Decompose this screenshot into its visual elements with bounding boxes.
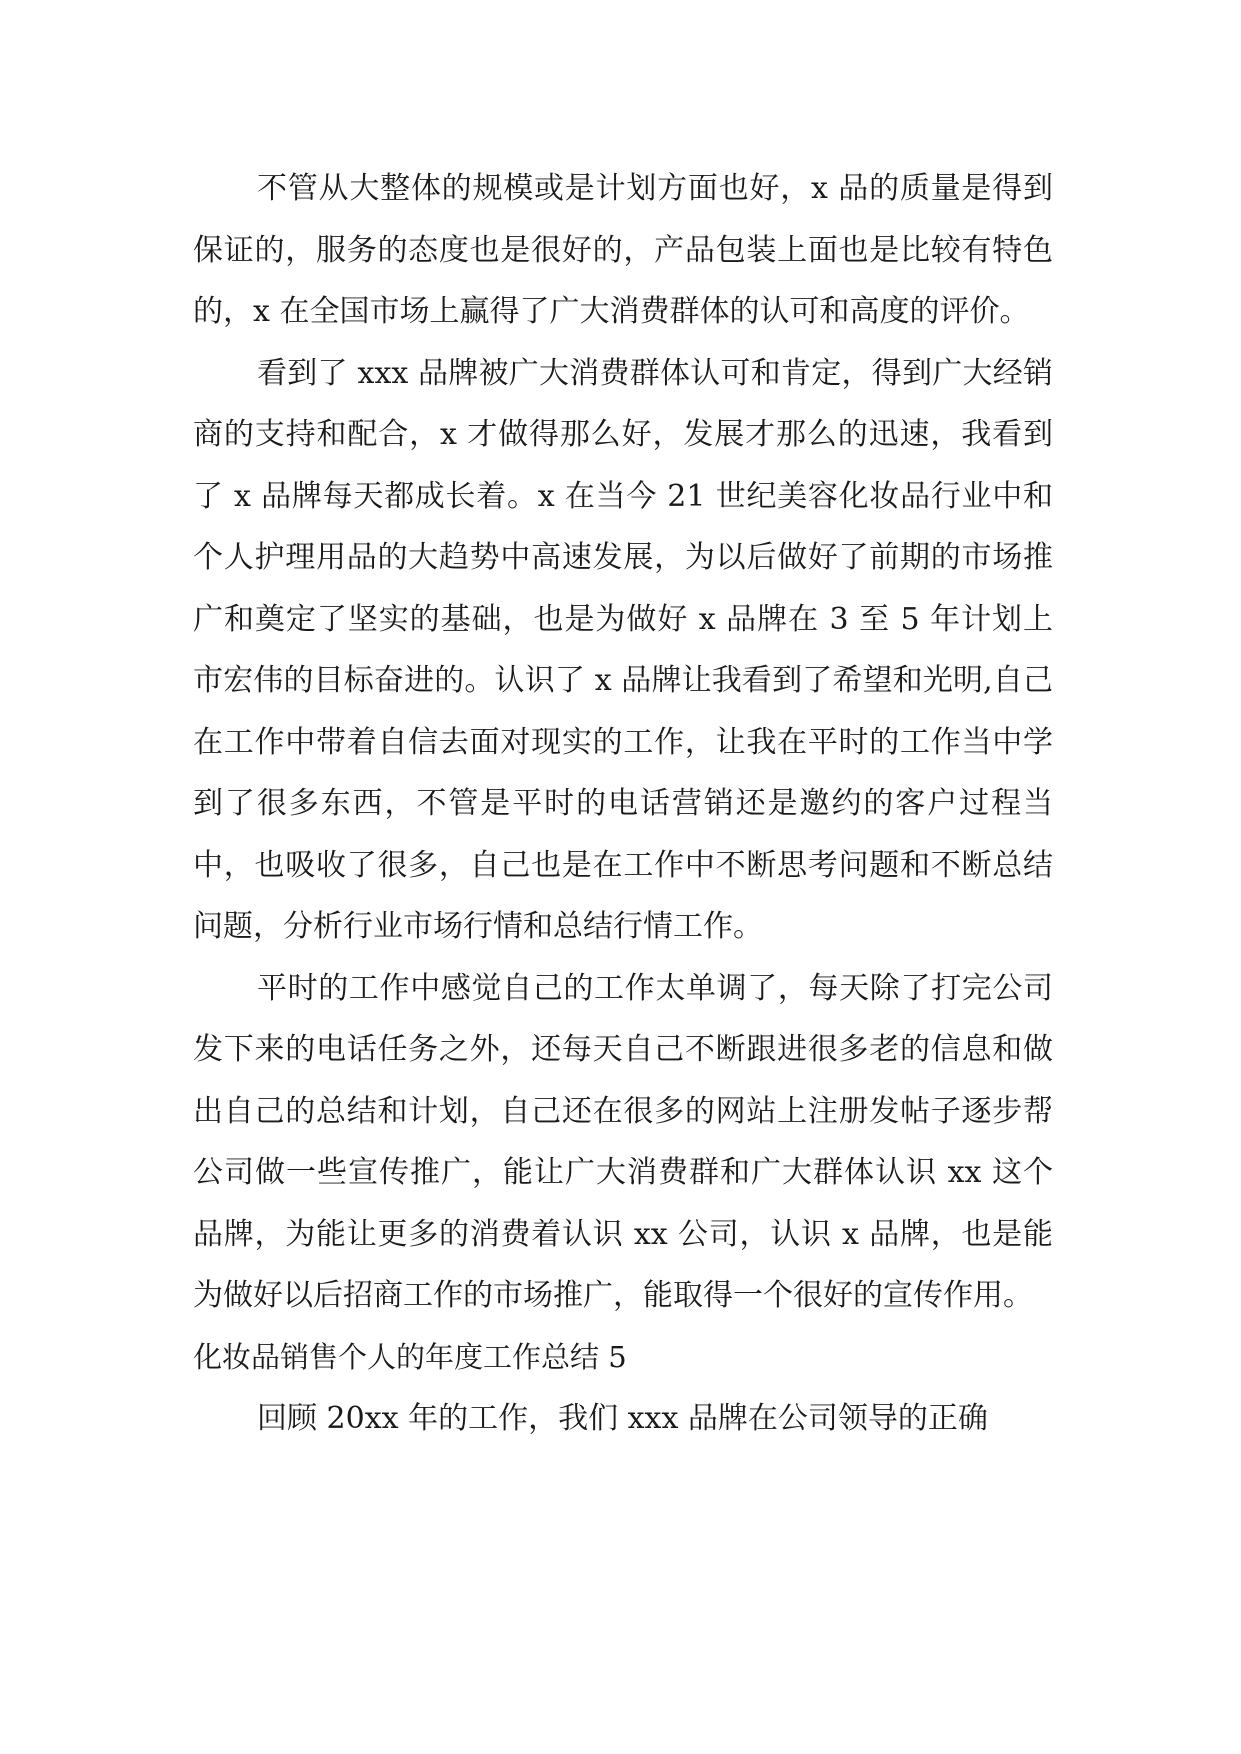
section-title: 化妆品销售个人的年度工作总结 5 [193, 1339, 627, 1374]
paragraph-1: 不管从大整体的规模或是计划方面也好，x 品的质量是得到保证的，服务的态度也是很好的，产品包装上面也是比较有特色的，x 在全国市场上赢得了广大消费群体的认可和高度的评价。 [193, 171, 1053, 329]
paragraph-2: 看到了 xxx 品牌被广大消费群体认可和肯定，得到广大经销商的支持和配合，x 才做得那么好，发展才那么的迅速，我看到了 x 品牌每天都成长着。x 在当今 21 世纪美容化妆品行业中和个人护理用品的大趋势中高速发展，为以后做好了前期的市场推广和奠定了坚实的基础，也是为做好 x 品牌在 3 至 5 年计划上市宏伟的目标奋进的。认识了 x 品牌让我看到了希望和光明,自己在工作中带着自信去面对现实的工作，让我在平时的工作当中学到了很多东西，不管是平时的电话营销还是邀约的客户过程当中，也吸收了很多，自己也是在工作中不断思考问题和不断总结问题，分析行业市场行情和总结行情工作。 [193, 355, 1053, 944]
document-body [193, 158, 1053, 1450]
paragraph-3: 平时的工作中感觉自己的工作太单调了，每天除了打完公司发下来的电话任务之外，还每天自己不断跟进很多老的信息和做出自己的总结和计划，自己还在很多的网站上注册发帖子逐步帮公司做一些宣传推广，能让广大消费群和广大群体认识 xx 这个品牌，为能让更多的消费着认识 xx 公司，认识 x 品牌，也是能为做好以后招商工作的市场推广，能取得一个很好的宣传作用。 [193, 970, 1053, 1313]
paragraph-4: 回顾 20xx 年的工作，我们 xxx 品牌在公司领导的正确 [257, 1401, 988, 1436]
